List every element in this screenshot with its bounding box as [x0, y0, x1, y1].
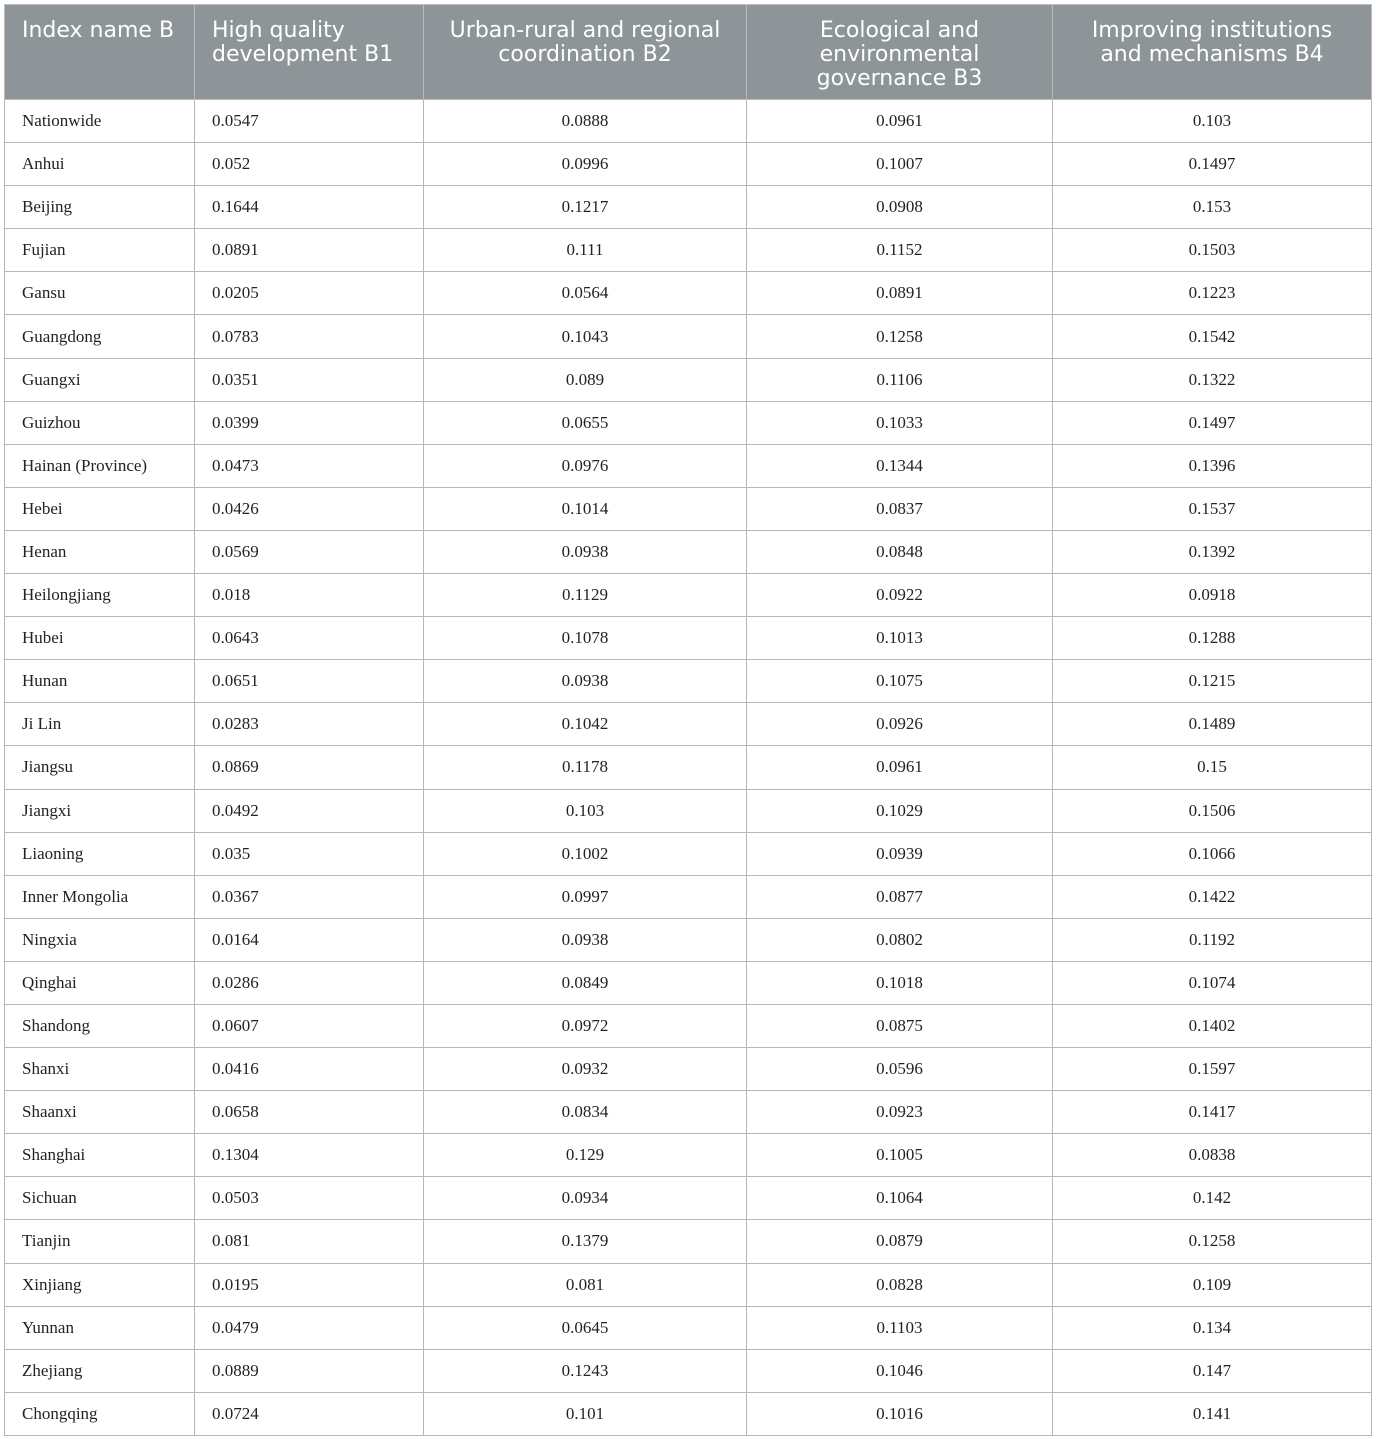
b3-cell: 0.1103	[747, 1306, 1053, 1349]
b1-cell: 0.018	[195, 574, 424, 617]
b2-cell: 0.1217	[424, 186, 747, 229]
table-row	[5, 1220, 1372, 1263]
b2-cell: 0.0834	[424, 1091, 747, 1134]
b4-cell: 0.1258	[1053, 1220, 1372, 1263]
b4-cell: 0.1396	[1053, 444, 1372, 487]
b1-cell: 0.0492	[195, 789, 424, 832]
b4-cell: 0.1192	[1053, 918, 1372, 961]
b3-cell: 0.1344	[747, 444, 1053, 487]
b2-cell: 0.0932	[424, 1048, 747, 1091]
b2-cell: 0.1129	[424, 574, 747, 617]
table-row	[5, 1177, 1372, 1220]
b1-cell: 0.0195	[195, 1263, 424, 1306]
b1-cell: 0.0351	[195, 358, 424, 401]
region-cell: Gansu	[5, 272, 195, 315]
b4-cell: 0.1288	[1053, 617, 1372, 660]
b2-cell: 0.0938	[424, 530, 747, 573]
b3-cell: 0.0923	[747, 1091, 1053, 1134]
table-row	[5, 401, 1372, 444]
b4-cell: 0.1074	[1053, 961, 1372, 1004]
region-cell: Shandong	[5, 1004, 195, 1047]
b1-cell: 0.0724	[195, 1392, 424, 1435]
b4-cell: 0.1497	[1053, 143, 1372, 186]
table-row	[5, 530, 1372, 573]
b1-cell: 0.0503	[195, 1177, 424, 1220]
region-cell: Guangdong	[5, 315, 195, 358]
b2-cell: 0.0849	[424, 961, 747, 1004]
b2-cell: 0.101	[424, 1392, 747, 1435]
b3-cell: 0.0961	[747, 100, 1053, 143]
region-cell: Qinghai	[5, 961, 195, 1004]
b3-cell: 0.1005	[747, 1134, 1053, 1177]
table-row	[5, 746, 1372, 789]
b2-cell: 0.1043	[424, 315, 747, 358]
b3-cell: 0.1075	[747, 660, 1053, 703]
header-index-name: Index name B	[5, 5, 195, 100]
table-row	[5, 1306, 1372, 1349]
b1-cell: 0.0286	[195, 961, 424, 1004]
table-row	[5, 143, 1372, 186]
b4-cell: 0.1322	[1053, 358, 1372, 401]
table-row	[5, 875, 1372, 918]
region-cell: Heilongjiang	[5, 574, 195, 617]
index-table	[4, 4, 1372, 1436]
b4-cell: 0.1537	[1053, 487, 1372, 530]
region-cell: Beijing	[5, 186, 195, 229]
table-row	[5, 617, 1372, 660]
table-row	[5, 703, 1372, 746]
b1-cell: 0.0473	[195, 444, 424, 487]
table-row	[5, 1091, 1372, 1134]
b2-cell: 0.0934	[424, 1177, 747, 1220]
b1-cell: 0.0889	[195, 1349, 424, 1392]
b2-cell: 0.0938	[424, 660, 747, 703]
region-cell: Shanxi	[5, 1048, 195, 1091]
region-cell: Sichuan	[5, 1177, 195, 1220]
b4-cell: 0.147	[1053, 1349, 1372, 1392]
header-row	[5, 5, 1372, 100]
b4-cell: 0.134	[1053, 1306, 1372, 1349]
b2-cell: 0.111	[424, 229, 747, 272]
region-cell: Chongqing	[5, 1392, 195, 1435]
table-row	[5, 100, 1372, 143]
b3-cell: 0.0875	[747, 1004, 1053, 1047]
b1-cell: 0.035	[195, 832, 424, 875]
table-row	[5, 186, 1372, 229]
b3-cell: 0.1029	[747, 789, 1053, 832]
b4-cell: 0.0838	[1053, 1134, 1372, 1177]
table-row	[5, 272, 1372, 315]
region-cell: Ningxia	[5, 918, 195, 961]
region-cell: Ji Lin	[5, 703, 195, 746]
b3-cell: 0.0961	[747, 746, 1053, 789]
region-cell: Henan	[5, 530, 195, 573]
b1-cell: 0.0643	[195, 617, 424, 660]
table-row	[5, 918, 1372, 961]
region-cell: Inner Mongolia	[5, 875, 195, 918]
region-cell: Nationwide	[5, 100, 195, 143]
b1-cell: 0.0416	[195, 1048, 424, 1091]
table-row	[5, 789, 1372, 832]
b3-cell: 0.1016	[747, 1392, 1053, 1435]
b1-cell: 0.052	[195, 143, 424, 186]
b2-cell: 0.0888	[424, 100, 747, 143]
b2-cell: 0.1379	[424, 1220, 747, 1263]
region-cell: Yunnan	[5, 1306, 195, 1349]
b1-cell: 0.0164	[195, 918, 424, 961]
region-cell: Hainan (Province)	[5, 444, 195, 487]
b4-cell: 0.15	[1053, 746, 1372, 789]
b3-cell: 0.0802	[747, 918, 1053, 961]
b1-cell: 0.0658	[195, 1091, 424, 1134]
b1-cell: 0.1304	[195, 1134, 424, 1177]
b3-cell: 0.0908	[747, 186, 1053, 229]
b3-cell: 0.0926	[747, 703, 1053, 746]
header-b3: Ecological and environmental governance B3	[747, 5, 1053, 100]
b3-cell: 0.1013	[747, 617, 1053, 660]
b4-cell: 0.153	[1053, 186, 1372, 229]
b4-cell: 0.1506	[1053, 789, 1372, 832]
region-cell: Shanghai	[5, 1134, 195, 1177]
region-cell: Jiangsu	[5, 746, 195, 789]
table-row	[5, 315, 1372, 358]
b3-cell: 0.0891	[747, 272, 1053, 315]
b2-cell: 0.0976	[424, 444, 747, 487]
b1-cell: 0.0783	[195, 315, 424, 358]
b1-cell: 0.0869	[195, 746, 424, 789]
b1-cell: 0.0283	[195, 703, 424, 746]
table-row	[5, 1392, 1372, 1435]
table-row	[5, 574, 1372, 617]
table-row	[5, 1134, 1372, 1177]
b2-cell: 0.1002	[424, 832, 747, 875]
b2-cell: 0.1042	[424, 703, 747, 746]
region-cell: Hubei	[5, 617, 195, 660]
b3-cell: 0.1152	[747, 229, 1053, 272]
b4-cell: 0.1402	[1053, 1004, 1372, 1047]
b2-cell: 0.1078	[424, 617, 747, 660]
b2-cell: 0.129	[424, 1134, 747, 1177]
b3-cell: 0.1007	[747, 143, 1053, 186]
region-cell: Shaanxi	[5, 1091, 195, 1134]
region-cell: Zhejiang	[5, 1349, 195, 1392]
region-cell: Liaoning	[5, 832, 195, 875]
region-cell: Hunan	[5, 660, 195, 703]
b4-cell: 0.141	[1053, 1392, 1372, 1435]
b1-cell: 0.0547	[195, 100, 424, 143]
region-cell: Fujian	[5, 229, 195, 272]
b2-cell: 0.0996	[424, 143, 747, 186]
b3-cell: 0.0877	[747, 875, 1053, 918]
b2-cell: 0.081	[424, 1263, 747, 1306]
b3-cell: 0.1033	[747, 401, 1053, 444]
b2-cell: 0.103	[424, 789, 747, 832]
b4-cell: 0.109	[1053, 1263, 1372, 1306]
b4-cell: 0.103	[1053, 100, 1372, 143]
b1-cell: 0.0426	[195, 487, 424, 530]
b1-cell: 0.0651	[195, 660, 424, 703]
b4-cell: 0.0918	[1053, 574, 1372, 617]
region-cell: Jiangxi	[5, 789, 195, 832]
b1-cell: 0.0891	[195, 229, 424, 272]
b4-cell: 0.1542	[1053, 315, 1372, 358]
b1-cell: 0.1644	[195, 186, 424, 229]
b3-cell: 0.0939	[747, 832, 1053, 875]
b4-cell: 0.1597	[1053, 1048, 1372, 1091]
table-row	[5, 487, 1372, 530]
region-cell: Tianjin	[5, 1220, 195, 1263]
b1-cell: 0.0607	[195, 1004, 424, 1047]
b4-cell: 0.1066	[1053, 832, 1372, 875]
table-row	[5, 1349, 1372, 1392]
b4-cell: 0.1417	[1053, 1091, 1372, 1134]
b3-cell: 0.1046	[747, 1349, 1053, 1392]
table-row	[5, 1004, 1372, 1047]
b3-cell: 0.0596	[747, 1048, 1053, 1091]
region-cell: Xinjiang	[5, 1263, 195, 1306]
b2-cell: 0.1014	[424, 487, 747, 530]
header-b4: Improving institutions and mechanisms B4	[1053, 5, 1372, 100]
table-row	[5, 358, 1372, 401]
table-row	[5, 961, 1372, 1004]
table-row	[5, 832, 1372, 875]
region-cell: Hebei	[5, 487, 195, 530]
b1-cell: 0.0399	[195, 401, 424, 444]
header-b2: Urban-rural and regional coordination B2	[424, 5, 747, 100]
b1-cell: 0.081	[195, 1220, 424, 1263]
b3-cell: 0.1018	[747, 961, 1053, 1004]
b3-cell: 0.0837	[747, 487, 1053, 530]
b2-cell: 0.0972	[424, 1004, 747, 1047]
header-b1: High quality development B1	[195, 5, 424, 100]
b4-cell: 0.1503	[1053, 229, 1372, 272]
b1-cell: 0.0479	[195, 1306, 424, 1349]
table-row	[5, 1048, 1372, 1091]
table-row	[5, 1263, 1372, 1306]
b1-cell: 0.0205	[195, 272, 424, 315]
b4-cell: 0.1497	[1053, 401, 1372, 444]
region-cell: Guangxi	[5, 358, 195, 401]
b4-cell: 0.1223	[1053, 272, 1372, 315]
b2-cell: 0.0645	[424, 1306, 747, 1349]
b3-cell: 0.1064	[747, 1177, 1053, 1220]
region-cell: Anhui	[5, 143, 195, 186]
b2-cell: 0.0938	[424, 918, 747, 961]
b3-cell: 0.0879	[747, 1220, 1053, 1263]
b1-cell: 0.0569	[195, 530, 424, 573]
b2-cell: 0.0564	[424, 272, 747, 315]
b4-cell: 0.1392	[1053, 530, 1372, 573]
b2-cell: 0.0997	[424, 875, 747, 918]
b3-cell: 0.0848	[747, 530, 1053, 573]
table-row	[5, 229, 1372, 272]
b3-cell: 0.0828	[747, 1263, 1053, 1306]
b4-cell: 0.1215	[1053, 660, 1372, 703]
table-row	[5, 660, 1372, 703]
region-cell: Guizhou	[5, 401, 195, 444]
b2-cell: 0.089	[424, 358, 747, 401]
b3-cell: 0.0922	[747, 574, 1053, 617]
b1-cell: 0.0367	[195, 875, 424, 918]
b4-cell: 0.1489	[1053, 703, 1372, 746]
b3-cell: 0.1258	[747, 315, 1053, 358]
table-body	[5, 100, 1372, 1436]
b3-cell: 0.1106	[747, 358, 1053, 401]
b4-cell: 0.1422	[1053, 875, 1372, 918]
table-row	[5, 444, 1372, 487]
b2-cell: 0.1243	[424, 1349, 747, 1392]
b2-cell: 0.0655	[424, 401, 747, 444]
b2-cell: 0.1178	[424, 746, 747, 789]
b4-cell: 0.142	[1053, 1177, 1372, 1220]
